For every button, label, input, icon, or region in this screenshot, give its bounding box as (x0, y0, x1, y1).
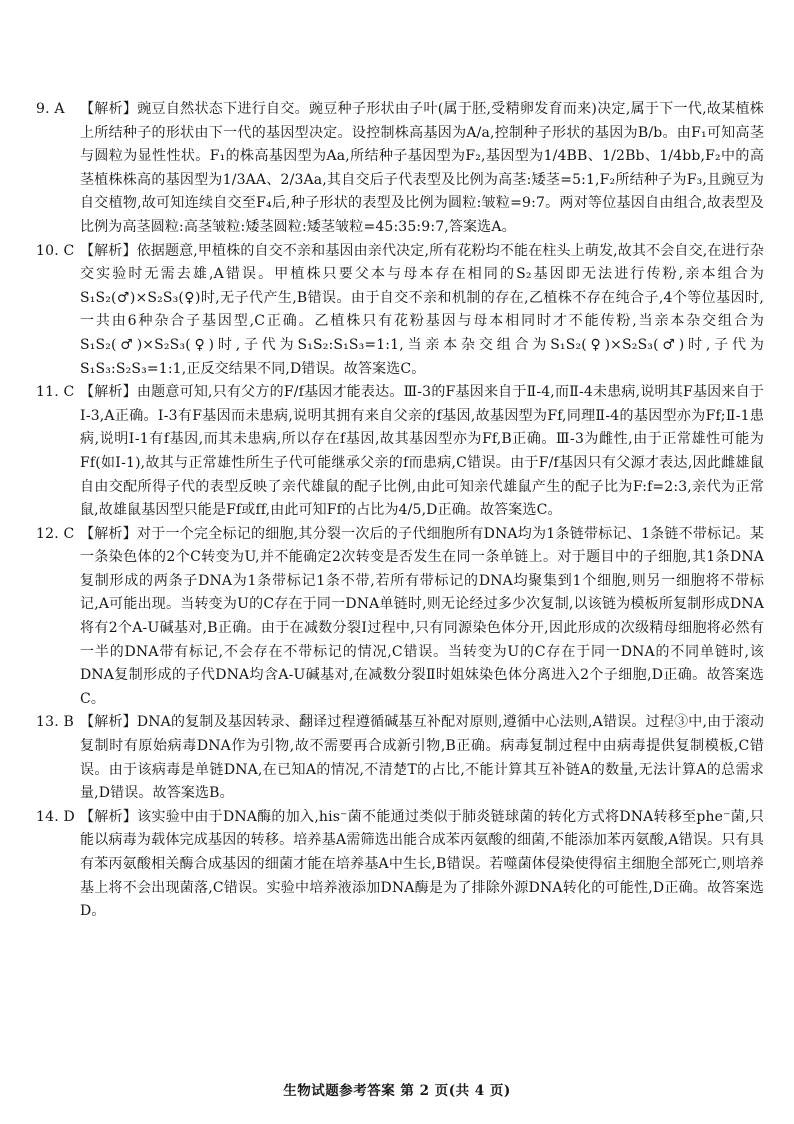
answer-item-10 (36, 240, 764, 382)
explanation-text: 【解析】对于一个完全标记的细胞,其分裂一次后的子代细胞所有DNA均为1条链带标记、1条链不带标记。某一条染色体的2个C转变为U,并不能确定2次转变是否发生在同一条单链上。对于题目中的子细胞,其1条DNA复制形成的两条子DNA为1条带标记1条不带,若所有带标记的DNA均聚集到1个细胞,则另一细胞将不带标记,A可能出现。当转变为U的C存在于同一DNA单链时,则无论经过多少次复制,以该链为模板所复制形成DNA将有2个A-U碱基对,B正确。由于在减数分裂Ⅰ过程中,只有同源染色体分开,因此形成的次级精母细胞将必然有一半的DNA带有标记,不会存在不带标记的情况,C错误。当转变为U的C存在于同一DNA的不同单链时,该DNA复制形成的子代DNA均含A-U碱基对,在减数分裂Ⅱ时姐妹染色体分离进入2个子细胞,D正确。故答案选C。 (80, 525, 764, 707)
question-number: 14. D (36, 808, 75, 825)
answer-list (36, 98, 764, 924)
answer-item-13 (36, 711, 764, 805)
question-number: 9. A (36, 101, 65, 117)
answer-item-14 (36, 806, 764, 924)
answer-item-12 (36, 523, 764, 712)
question-number: 13. B (36, 714, 75, 731)
explanation-text: 【解析】该实验中由于DNA酶的加入,his⁻菌不能通过类似于肺炎链球菌的转化方式将DNA转移至phe⁻菌,只能以病毒为载体完成基因的转移。培养基A需筛选出能合成苯丙氨酸的细菌,不能添加苯丙氨酸,A错误。只有具有苯丙氨酸相关酶合成基因的细菌才能在培养基A中生长,B错误。若噬菌体侵染使得宿主细胞全部死亡,则培养基上将不会出现菌落,C错误。实验中培养液添加DNA酶是为了排除外源DNA转化的可能性,D正确。故答案选D。 (80, 808, 764, 920)
explanation-text: 【解析】DNA的复制及基因转录、翻译过程遵循碱基互补配对原则,遵循中心法则,A错误。过程③中,由于滚动复制时有原始病毒DNA作为引物,故不需要再合成新引物,B正确。病毒复制过程中由病毒提供复制模板,C错误。由于该病毒是单链DNA,在已知A的情况,不清楚T的占比,不能计算其互补链A的数量,无法计算A的总需求量,D错误。故答案选B。 (80, 714, 764, 802)
explanation-text: 【解析】豌豆自然状态下进行自交。豌豆种子形状由子叶(属于胚,受精卵发育而来)决定,属于下一代,故某植株上所结种子的形状由下一代的基因型决定。设控制株高基因为A/a,控制种子形状的基因为B/b。由F₁可知高茎与圆粒为显性性状。F₁的株高基因型为Aa,所结种子基因型为F₂,基因型为1/4BB、1/2Bb、1/4bb,F₂中的高茎植株株高的基因型为1/3AA、2/3Aa,其自交后子代表型及比例为高茎:矮茎=5:1,F₂所结种子为F₃,且豌豆为自交植物,故可知连续自交至F₄后,种子形状的表型及比例为圆粒:皱粒=9:7。两对等位基因自由组合,故表型及比例为高茎圆粒:高茎皱粒:矮茎圆粒:矮茎皱粒=45:35:9:7,答案选A。 (80, 101, 764, 235)
answer-item-9 (36, 98, 764, 240)
explanation-text: 【解析】由题意可知,只有父方的F/f基因才能表达。Ⅲ-3的F基因来自于Ⅱ-4,而Ⅱ-4未患病,说明其F基因来自于Ⅰ-3,A正确。Ⅰ-3有F基因而未患病,说明其拥有来自父亲的f基因,故基因型为Ff,同理Ⅱ-4的基因型亦为Ff;Ⅱ-1患病,说明Ⅰ-1有f基因,而其未患病,所以存在f基因,故其基因型亦为Ff,B正确。Ⅲ-3为雌性,由于正常雄性可能为Ff(如Ⅰ-1),故其与正常雄性所生子代可能继承父亲的f而患病,C错误。由于F/f基因只有父源才表达,因此雌雄鼠自由交配所得子代的表型反映了亲代雄鼠的配子比例,由此可知亲代雄鼠产生的配子比为F:f=2:3,亲代为正常鼠,故雄鼠基因型只能是Ff或ff,由此可知Ff的占比为4/5,D正确。故答案选C。 (80, 384, 764, 519)
question-number: 10. C (36, 242, 75, 259)
question-number: 12. C (36, 525, 75, 542)
question-number: 11. C (36, 384, 75, 401)
page-footer: 生物试题参考答案 第 2 页(共 4 页) (283, 1083, 511, 1099)
explanation-text: 【解析】依据题意,甲植株的自交不亲和基因由亲代决定,所有花粉均不能在柱头上萌发,故其不会自交,在进行杂交实验时无需去雄,A错误。甲植株只要父本与母本存在相同的S₂基因即无法进行传粉,亲本组合为S₁S₂(♂)×S₂S₃(♀)时,无子代产生,B错误。由于自交不亲和机制的存在,乙植株不存在纯合子,4个等位基因时,一共由6种杂合子基因型,C正确。乙植株只有花粉基因与母本相同时才不能传粉,当亲本杂交组合为S₁S₂(♂)×S₂S₃(♀)时,子代为S₁S₂:S₁S₃=1:1,当亲本杂交组合为S₁S₂(♀)×S₂S₃(♂)时,子代为S₁S₃:S₂S₃=1:1,正反交结果不同,D错误。故答案选C。 (80, 242, 764, 377)
answer-item-11 (36, 381, 764, 523)
